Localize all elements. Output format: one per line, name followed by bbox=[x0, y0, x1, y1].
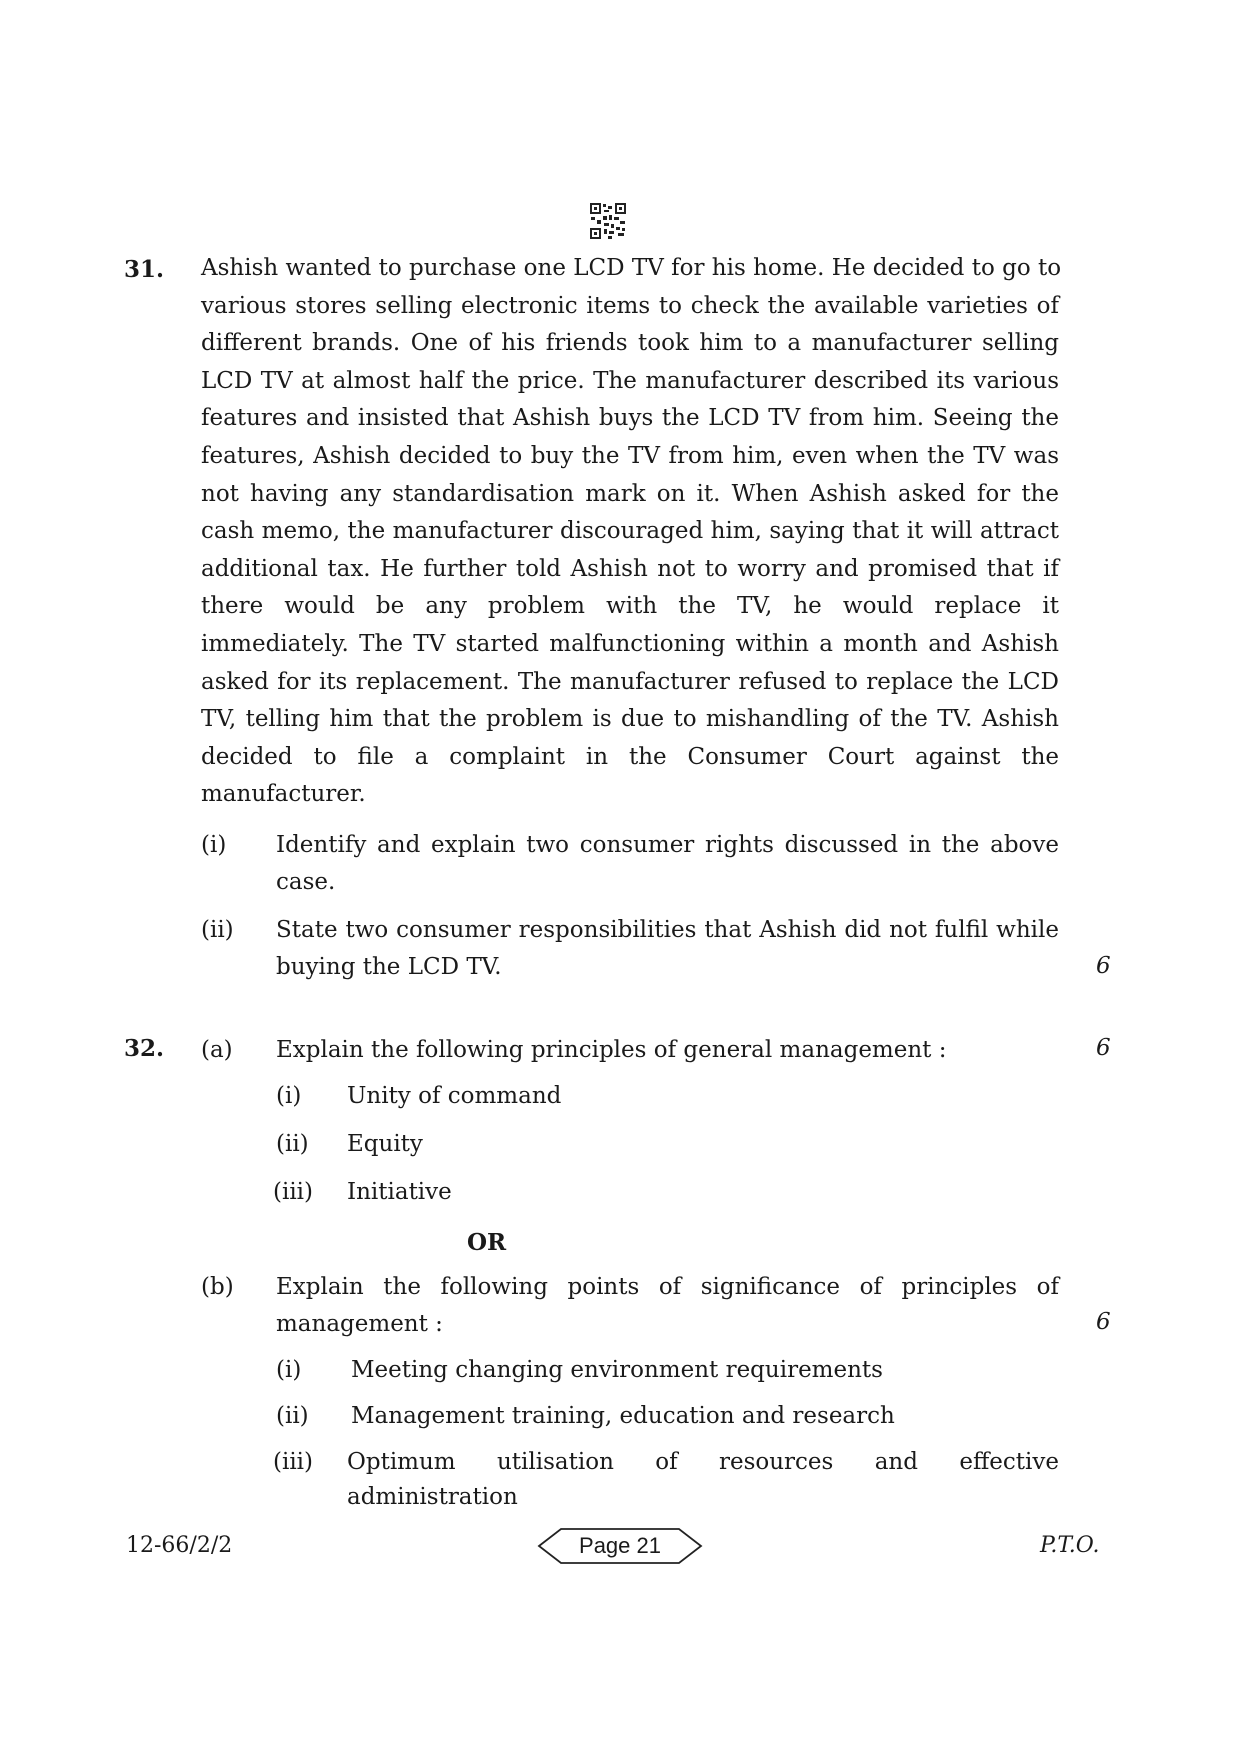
q32-part-b-text: Explain the following points of significance of principles of bbox=[276, 1274, 1059, 1300]
question-31-line: not having any standardisation mark on it. When Ashish asked for the bbox=[201, 480, 1059, 507]
q31-sub-ii-label: (ii) bbox=[201, 917, 234, 943]
q31-sub-i-text-cont: case. bbox=[276, 869, 336, 895]
q31-sub-ii-text: State two consumer responsibilities that Ashish did not fulfil while bbox=[276, 917, 1059, 943]
or-separator: OR bbox=[467, 1229, 507, 1256]
q32-part-b-text-cont: management : bbox=[276, 1311, 443, 1337]
question-31-line: additional tax. He further told Ashish not to worry and promised that if bbox=[201, 555, 1059, 582]
question-32-number: 32. bbox=[124, 1035, 165, 1062]
q32-a-item-text: Unity of command bbox=[347, 1083, 562, 1109]
q32-b-item-label: (i) bbox=[276, 1357, 302, 1383]
q31-sub-i-label: (i) bbox=[201, 832, 227, 858]
question-31-line: TV, telling him that the problem is due to mishandling of the TV. Ashish bbox=[201, 706, 1059, 733]
q32-a-item-label: (ii) bbox=[276, 1131, 309, 1157]
q32-b-item-text-cont: administration bbox=[347, 1484, 518, 1510]
question-31-line: immediately. The TV started malfunctioning within a month and Ashish bbox=[201, 630, 1059, 657]
q32-b-item-text: Optimum utilisation of resources and effective bbox=[347, 1449, 1059, 1475]
q32-a-item-text: Equity bbox=[347, 1131, 423, 1157]
question-31-line: different brands. One of his friends took him to a manufacturer selling bbox=[201, 330, 1059, 357]
question-31-text bbox=[201, 250, 1062, 814]
paper-code: 12-66/2/2 bbox=[126, 1533, 233, 1558]
pto-label: P.T.O. bbox=[1040, 1533, 1100, 1558]
q32-part-a-text: Explain the following principles of general management : bbox=[276, 1037, 947, 1063]
q32-a-item-text: Initiative bbox=[347, 1179, 452, 1205]
page-number: Page 21 bbox=[579, 1533, 661, 1558]
question-31-line: features and insisted that Ashish buys the LCD TV from him. Seeing the bbox=[201, 405, 1059, 432]
qr-code-icon bbox=[589, 202, 627, 240]
q32-a-item-label: (iii) bbox=[273, 1179, 314, 1205]
question-31-line: Ashish wanted to purchase one LCD TV for his home. He decided to go to bbox=[201, 255, 1062, 281]
question-31-line: LCD TV at almost half the price. The manufacturer described its various bbox=[201, 367, 1059, 394]
question-31-line: manufacturer. bbox=[201, 781, 366, 808]
q32-b-item-label: (iii) bbox=[273, 1449, 314, 1475]
q31-sub-ii-text-cont: buying the LCD TV. bbox=[276, 954, 502, 980]
q31-marks: 6 bbox=[1096, 953, 1111, 979]
question-31-line: there would be any problem with the TV, he would replace it bbox=[201, 593, 1059, 620]
page-number-badge bbox=[537, 1526, 703, 1566]
question-31-number: 31. bbox=[124, 256, 165, 283]
q32-part-b-label: (b) bbox=[201, 1274, 234, 1300]
q32-part-a-label: (a) bbox=[201, 1037, 233, 1063]
question-31-line: features, Ashish decided to buy the TV from him, even when the TV was bbox=[201, 442, 1059, 469]
q31-sub-i-text: Identify and explain two consumer rights discussed in the above bbox=[276, 832, 1059, 858]
q32-part-b-marks: 6 bbox=[1096, 1309, 1111, 1335]
q32-b-item-text: Management training, education and research bbox=[351, 1403, 895, 1429]
question-31-line: decided to file a complaint in the Consumer Court against the bbox=[201, 743, 1059, 770]
q32-part-a-marks: 6 bbox=[1096, 1035, 1111, 1061]
question-31-line: asked for its replacement. The manufacturer refused to replace the LCD bbox=[201, 668, 1059, 695]
q32-b-item-label: (ii) bbox=[276, 1403, 309, 1429]
question-31-line: cash memo, the manufacturer discouraged him, saying that it will attract bbox=[201, 518, 1059, 545]
question-31-line: various stores selling electronic items to check the available varieties of bbox=[201, 292, 1059, 319]
q32-a-item-label: (i) bbox=[276, 1083, 302, 1109]
q32-b-item-text: Meeting changing environment requirements bbox=[351, 1357, 883, 1383]
